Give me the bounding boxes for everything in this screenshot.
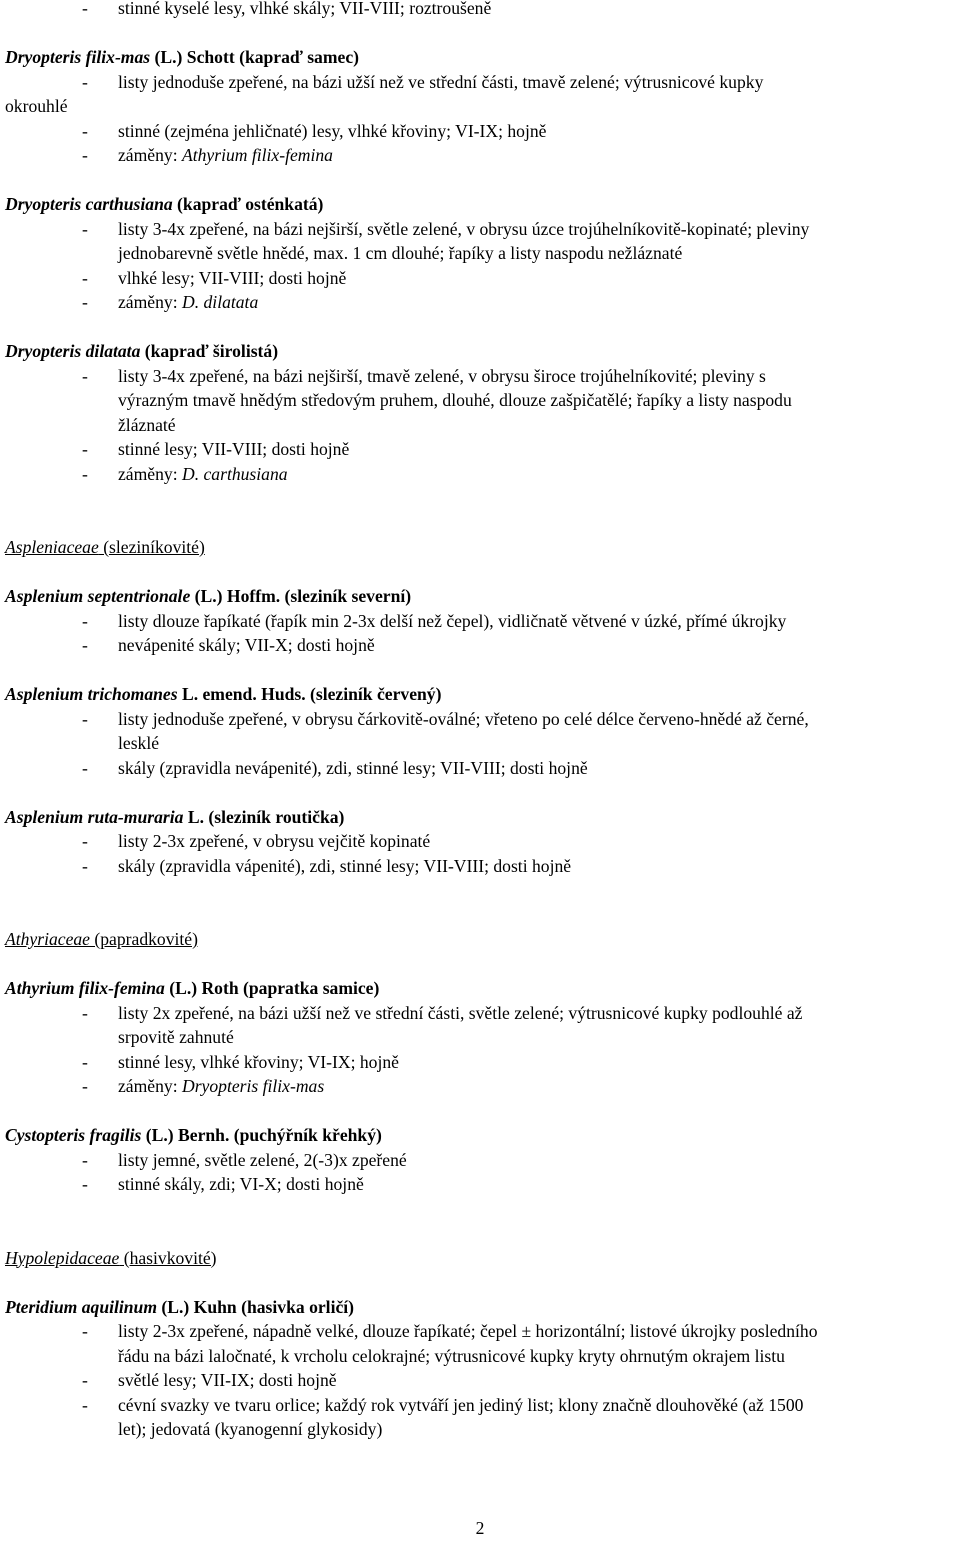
list-item-text: stinné (zejména jehličnaté) lesy, vlhké křoviny; VI-IX; hojně	[118, 120, 547, 141]
dash: -	[82, 0, 88, 18]
dash: -	[82, 1174, 88, 1194]
list-item-text: stinné skály, zdi; VI-X; dosti hojně	[118, 1174, 364, 1194]
dash: -	[82, 1394, 88, 1415]
list-item	[5, 462, 956, 487]
list-item-text: stinné lesy, vlhké křoviny; VI-IX; hojně	[118, 1051, 399, 1072]
family-heading: Hypolepidaceae (hasivkovité)	[5, 1247, 217, 1268]
list-item	[5, 1172, 956, 1197]
dash: -	[82, 365, 88, 386]
list-item-text: vlhké lesy; VII-VIII; dosti hojně	[118, 267, 347, 288]
list-item-text: záměny: D. dilatata	[118, 292, 259, 312]
taxon-title: Cystopteris fragilis (L.) Bernh. (puchýřník křehký)	[5, 1125, 382, 1145]
dash: -	[82, 708, 88, 729]
family-heading: Athyriaceae (papradkovité)	[5, 929, 198, 949]
list-item	[5, 1001, 956, 1026]
list-item-text: listy 2-3x zpeřené, nápadně velké, dlouze řapíkaté; čepel ± horizontální; listové úkrojky posledního	[118, 1321, 818, 1341]
taxon-title: Asplenium septentrionale (L.) Hoffm. (sleziník severní)	[5, 586, 412, 606]
page-number: 2	[475, 1518, 485, 1538]
list-item-continuation: srpovitě zahnuté	[118, 1027, 234, 1047]
list-item	[5, 266, 956, 291]
list-item-text: listy 3-4x zpeřené, na bázi nejširší, tmavě zelené, v obrysu široce trojúhelníkovité; pleviny s	[118, 365, 766, 386]
list-item	[5, 633, 956, 658]
list-item-text: listy dlouze řapíkaté (řapík min 2-3x delší než čepel), vidličnatě větvené v úzké, přímé úkrojky	[118, 610, 787, 631]
dash: -	[82, 1149, 88, 1170]
dash: -	[82, 831, 88, 851]
list-item-continuation: výrazným tmavě hnědým středovým pruhem, dlouhé, dlouze zašpičatělé; řapíky a listy naspodu	[118, 390, 792, 410]
list-item	[5, 290, 956, 315]
list-item	[5, 1074, 956, 1099]
dash: -	[82, 267, 88, 288]
list-item-text: záměny: Athyrium filix-femina	[118, 145, 333, 165]
list-item-continuation: řádu na bázi laločnaté, k vrcholu celokrajné; výtrusnicové kupky kryty ohrnutým okrajem listu	[118, 1345, 785, 1366]
list-item-continuation: lesklé	[118, 733, 160, 753]
list-item-text: nevápenité skály; VII-X; dosti hojně	[118, 635, 375, 655]
dash: -	[82, 1370, 88, 1390]
list-item-continuation: let); jedovatá (kyanogenní glykosidy)	[118, 1419, 383, 1439]
list-item	[5, 217, 956, 242]
dash: -	[82, 1321, 88, 1341]
dash: -	[82, 71, 88, 92]
taxon-title: Dryopteris dilatata (kapraď širolistá)	[5, 341, 279, 361]
list-item	[5, 609, 956, 634]
list-item-text: listy 2x zpeřené, na bázi užší než ve střední části, světle zelené; výtrusnicové kupky podlouhlé až	[118, 1002, 803, 1023]
taxon-title: Pteridium aquilinum (L.) Kuhn (hasivka orličí)	[5, 1296, 355, 1317]
dash: -	[82, 757, 88, 778]
list-item	[5, 707, 956, 732]
taxon-title: Athyrium filix-femina (L.) Roth (papratka samice)	[5, 978, 380, 998]
dash: -	[82, 855, 88, 876]
list-item	[5, 143, 956, 168]
family-heading: Aspleniaceae (sleziníkovité)	[5, 537, 205, 557]
document-content	[5, 0, 956, 1442]
list-item-continuation: okrouhlé	[5, 96, 68, 116]
list-item-text: stinné lesy; VII-VIII; dosti hojně	[118, 439, 350, 459]
list-item	[5, 70, 956, 95]
list-item	[5, 756, 956, 781]
dash: -	[82, 145, 88, 165]
list-item	[5, 1393, 956, 1418]
list-item-text: listy jednoduše zpeřené, na bázi užší než ve střední části, tmavě zelené; výtrusnicové kupky	[118, 71, 764, 92]
list-item	[5, 1368, 956, 1393]
list-item	[5, 119, 956, 144]
dash: -	[82, 635, 88, 655]
list-item-continuation: žláznaté	[118, 414, 176, 435]
list-item-text: stinné kyselé lesy, vlhké skály; VII-VIII; roztroušeně	[118, 0, 492, 18]
taxon-title: Dryopteris filix-mas (L.) Schott (kapraď samec)	[5, 47, 359, 67]
list-item	[5, 1050, 956, 1075]
list-item	[5, 0, 956, 21]
dash: -	[82, 1051, 88, 1072]
list-item-text: skály (zpravidla nevápenité), zdi, stinné lesy; VII-VIII; dosti hojně	[118, 757, 588, 778]
dash: -	[82, 120, 88, 141]
list-item-text: listy 3-4x zpeřené, na bázi nejširší, světle zelené, v obrysu úzce trojúhelníkovitě-kopinaté; pleviny	[118, 218, 810, 239]
dash: -	[82, 218, 88, 239]
list-item-text: listy jednoduše zpeřené, v obrysu čárkovitě-oválné; vřeteno po celé délce červeno-hnědé až černé,	[118, 708, 809, 729]
list-item	[5, 364, 956, 389]
list-item	[5, 1148, 956, 1173]
list-item	[5, 1319, 956, 1344]
taxon-title: Asplenium ruta-muraria L. (sleziník routička)	[5, 806, 345, 827]
list-item	[5, 437, 956, 462]
list-item-text: záměny: D. carthusiana	[118, 463, 288, 484]
list-item-continuation: jednobarevně světle hnědé, max. 1 cm dlouhé; řapíky a listy naspodu nežláznaté	[118, 243, 683, 263]
list-item-text: světlé lesy; VII-IX; dosti hojně	[118, 1370, 337, 1390]
dash: -	[82, 1076, 88, 1096]
list-item-text: skály (zpravidla vápenité), zdi, stinné lesy; VII-VIII; dosti hojně	[118, 855, 572, 876]
dash: -	[82, 292, 88, 312]
dash: -	[82, 1002, 88, 1023]
list-item-text: listy jemné, světle zelené, 2(-3)x zpeřené	[118, 1149, 407, 1170]
dash: -	[82, 610, 88, 631]
list-item	[5, 854, 956, 879]
taxon-title: Dryopteris carthusiana (kapraď osténkatá)	[5, 194, 324, 214]
list-item	[5, 829, 956, 854]
list-item-text: cévní svazky ve tvaru orlice; každý rok vytváří jen jediný list; klony značně dlouhověké (až 1500	[118, 1394, 804, 1415]
list-item-text: záměny: Dryopteris filix-mas	[118, 1076, 325, 1096]
dash: -	[82, 463, 88, 484]
dash: -	[82, 439, 88, 459]
taxon-title: Asplenium trichomanes L. emend. Huds. (sleziník červený)	[5, 684, 442, 704]
list-item-text: listy 2-3x zpeřené, v obrysu vejčitě kopinaté	[118, 831, 431, 851]
